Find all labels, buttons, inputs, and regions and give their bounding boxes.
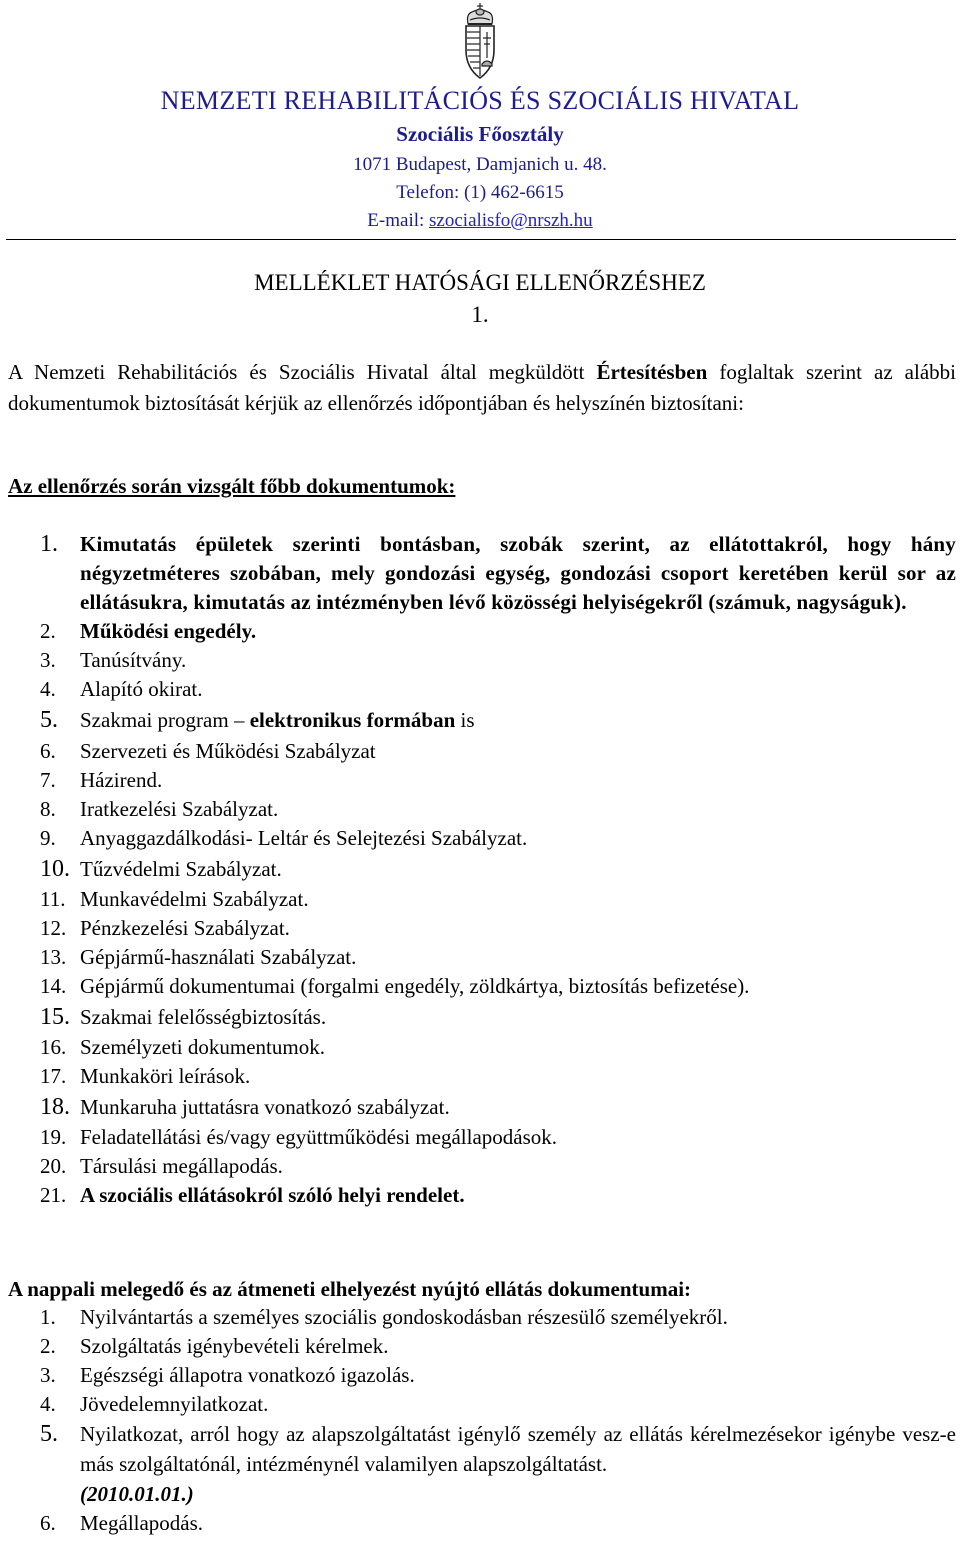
list-item: 5. Szakmai program – elektronikus formában is — [40, 707, 475, 733]
list-item: 1. Nyilvántartás a személyes szociális gondoskodásban részesülő személyekről. — [40, 1305, 728, 1329]
list-item: 3. Tanúsítvány. — [40, 648, 187, 672]
list-item: 5. Nyilatkozat, arról hogy az alapszolgáltatást igénylő személy az ellátás kérelmezésekor igénybe vesz-e más szolgáltatónál, intézménynél valamilyen alapszolgáltatást. (2010.01.01.) — [40, 1421, 956, 1506]
list-item: 9. Anyaggazdálkodási- Leltár és Selejtezési Szabályzat. — [40, 826, 528, 850]
list-item: 17. Munkaköri leírások. — [40, 1064, 251, 1088]
list-item: 6. Megállapodás. — [40, 1511, 204, 1535]
email-link[interactable]: szocialisfo@nrszh.hu — [429, 210, 593, 231]
email-line — [0, 211, 960, 230]
intro-paragraph: A Nemzeti Rehabilitációs és Szociális Hivatal által megküldött Értesítésben foglaltak szerint az alábbi dokumentumok biztosítását kérjük az ellenőrzés időpontjában és helyszínén biztosítani: — [8, 360, 956, 415]
document-number: 1. — [471, 302, 489, 327]
intro-emphasis: Értesítésben — [596, 360, 708, 384]
document-title: MELLÉKLET HATÓSÁGI ELLENŐRZÉSHEZ — [254, 270, 706, 295]
organization-name: NEMZETI REHABILITÁCIÓS ÉS SZOCIÁLIS HIVATAL — [160, 86, 800, 115]
list-item: 6. Szervezeti és Működési Szabályzat — [40, 739, 376, 763]
list-item: 10. Tűzvédelmi Szabályzat. — [40, 856, 282, 882]
section2-list — [40, 1303, 956, 1538]
list-item: 12. Pénzkezelési Szabályzat. — [40, 916, 290, 940]
list-item: 7. Házirend. — [40, 768, 163, 792]
list-item: 2. Működési engedély. — [40, 619, 257, 643]
list-item: 2. Szolgáltatás igénybevételi kérelmek. — [40, 1334, 389, 1358]
list-item: 1. Kimutatás épületek szerinti bontásban, szobák szerint, az ellátottakról, hogy hány négyzetméteres szobában, mely gondozási egység, gondozási csoport keretében kerül sor az ellátásukra, kimutatás az intézményben lévő közösségi helyiségekről (számuk, nagyságuk). — [40, 531, 956, 614]
list-item: 13. Gépjármű-használati Szabályzat. — [40, 945, 357, 969]
email-label: E-mail: — [367, 210, 430, 231]
list-item: 20. Társulási megállapodás. — [40, 1154, 283, 1178]
list-item: 4. Jövedelemnyilatkozat. — [40, 1392, 269, 1416]
list-item: 3. Egészségi állapotra vonatkozó igazolás. — [40, 1363, 415, 1387]
coat-of-arms-icon — [460, 2, 500, 82]
section1-list — [40, 530, 956, 1210]
department-name: Szociális Főosztály — [396, 122, 564, 146]
list-item: 19. Feladatellátási és/vagy együttműködési megállapodások. — [40, 1125, 558, 1149]
list-item: 18. Munkaruha juttatásra vonatkozó szabályzat. — [40, 1094, 450, 1120]
phone: Telefon: (1) 462-6615 — [396, 182, 564, 203]
header-divider — [6, 239, 956, 240]
list-item: 15. Szakmai felelősségbiztosítás. — [40, 1004, 327, 1030]
list-item: 16. Személyzeti dokumentumok. — [40, 1035, 325, 1059]
section2-heading: A nappali melegedő és az átmeneti elhelyezést nyújtó ellátás dokumentumai: — [8, 1277, 692, 1301]
list-item: 14. Gépjármű dokumentumai (forgalmi engedély, zöldkártya, biztosítás befizetése). — [40, 974, 750, 998]
date-note: (2010.01.01.) — [80, 1482, 194, 1506]
list-item: 4. Alapító okirat. — [40, 677, 203, 701]
address: 1071 Budapest, Damjanich u. 48. — [353, 154, 607, 175]
section1-heading: Az ellenőrzés során vizsgált főbb dokumentumok: — [8, 474, 456, 498]
list-item: 8. Iratkezelési Szabályzat. — [40, 797, 279, 821]
list-item: 21. A szociális ellátásokról szóló helyi rendelet. — [40, 1183, 465, 1207]
list-item: 11. Munkavédelmi Szabályzat. — [40, 887, 309, 911]
